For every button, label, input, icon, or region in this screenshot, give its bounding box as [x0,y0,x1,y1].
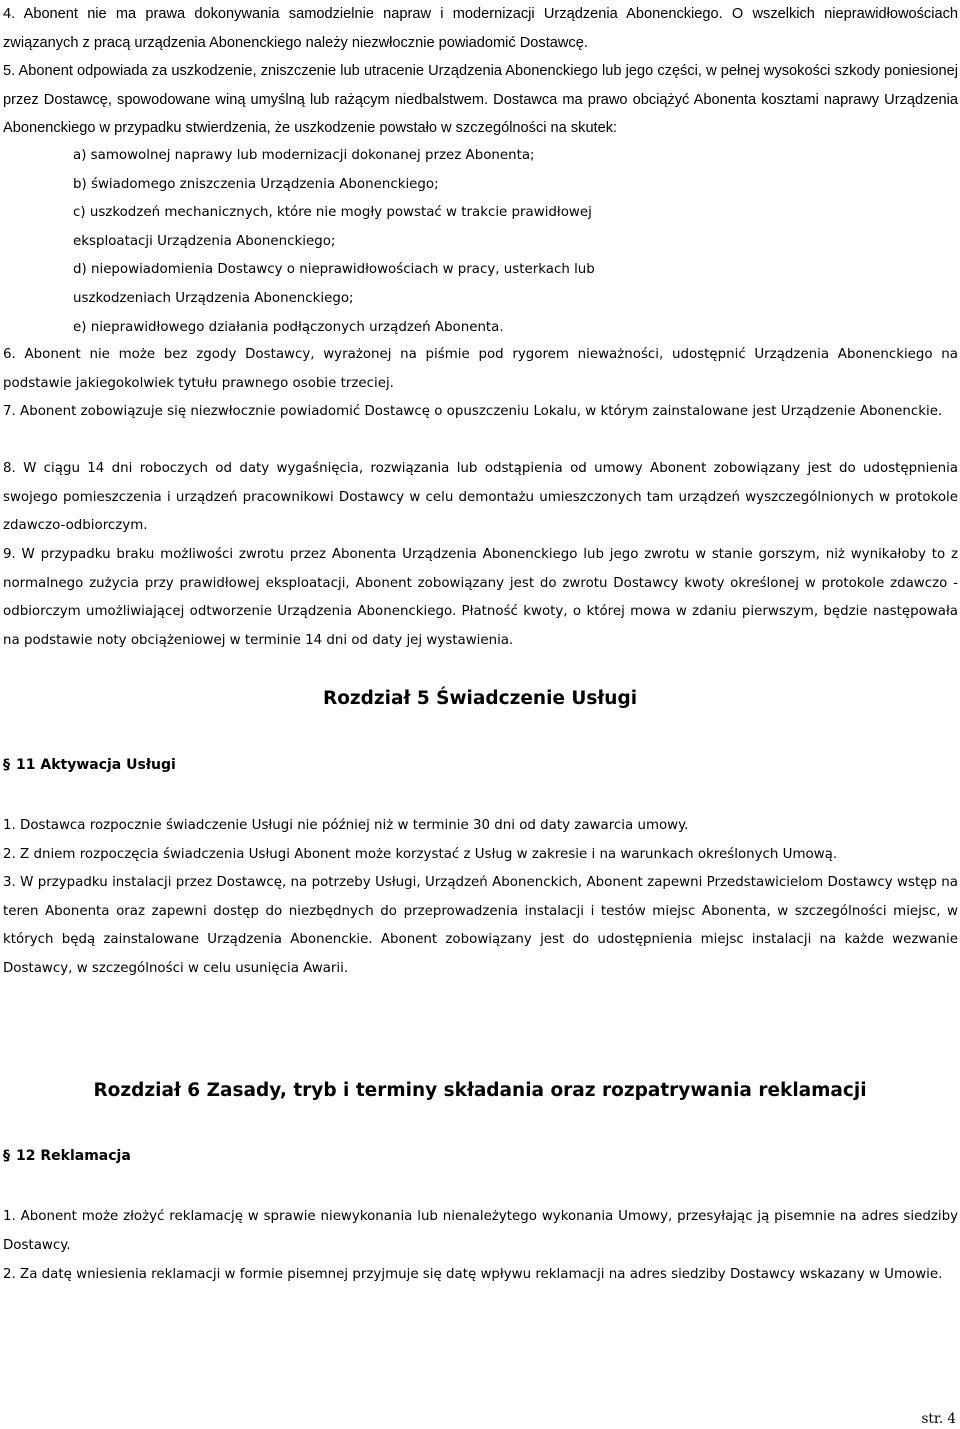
list-item: c) uszkodzeń mechanicznych, które nie mogły powstać w trakcie prawidłowej [73,205,592,221]
list-item: eksploatacji Urządzenia Abonenckiego; [73,233,336,249]
list-item: a) samowolnej naprawy lub modernizacji dokonanej przez Abonenta; [73,148,535,163]
chapter-5-paragraph-2: 2. Z dniem rozpoczęcia świadczenia Usługi Abonent może korzystać z Usług w zakresie i na warunkach określonych Umową. [3,847,838,862]
paragraph-9: 9. W przypadku braku możliwości zwrotu przez Abonenta Urządzenia Abonenckiego lub jego zwrotu w stanie gorszym, niż wynikałoby to z normalnego zużycia przy prawidłowej eksploatacji, Abonent zobowiązany jest do zwrotu Dostawcy kwoty określonej w protokole zdawczo - odbiorczym umożliwiającej odtworzenie Urządzenia Abonenckiego. Płatność kwoty, o której mowa w zdaniu pierwszym, będzie następowała na podstawie noty obciążeniowej w terminie 14 dni od daty jej wystawienia. [3,547,958,648]
section-12-title: 12 Reklamacja [16,1148,131,1164]
paragraph-7: 7. Abonent zobowiązuje się niezwłocznie powiadomić Dostawcę o opuszczeniu Lokalu, w którym zainstalowane jest Urządzenie Abonenckie. [3,404,943,419]
section-12-heading [3,1148,131,1164]
chapter-6-title: Rozdział 6 Zasady, tryb i terminy składania oraz rozpatrywania reklamacji [93,1080,867,1101]
chapter-5-title: Rozdział 5 Świadczenie Usługi [322,688,638,709]
page-number: str. 4 [921,1411,956,1427]
list-item: b) świadomego zniszczenia Urządzenia Abonenckiego; [73,176,439,192]
list-item: d) niepowiadomienia Dostawcy o nieprawidłowościach w pracy, usterkach lub [73,262,595,278]
list-item: e) nieprawidłowego działania podłączonych urządzeń Abonenta. [73,319,504,335]
section-11-heading [3,757,176,773]
list-item: uszkodzeniach Urządzenia Abonenckiego; [73,290,354,306]
chapter-5-paragraph-3: 3. W przypadku instalacji przez Dostawcę, na potrzeby Usługi, Urządzeń Abonenckich, Abonent zapewni Przedstawicielom Dostawcy wstęp na teren Abonenta oraz zapewni dostęp do niezbędnych do przeprowadzenia instalacji i testów miejsc Abonenta, w szczególności miejsc, w których będą zainstalowane Urządzenia Abonenckie. Abonent zobowiązany jest do udostępnienia miejsc instalacji na każde wezwanie Dostawcy, w szczególności w celu usunięcia Awarii. [3,875,958,976]
chapter-5-paragraph-1: 1. Dostawca rozpocznie świadczenie Usługi nie później niż w terminie 30 dni od daty zawarcia umowy. [3,818,689,833]
section-symbol: § [3,757,10,773]
paragraph-6: 6. Abonent nie może bez zgody Dostawcy, wyrażonej na piśmie pod rygorem nieważności, udostępnić Urządzenia Abonenckiego na podstawie jakiegokolwiek tytułu prawnego osobie trzeciej. [3,347,958,391]
paragraph-8: 8. W ciągu 14 dni roboczych od daty wygaśnięcia, rozwiązania lub odstąpienia od umowy Abonent zobowiązany jest do udostępnienia swojego pomieszczenia i urządzeń pracownikowi Dostawcy w celu demontażu umieszczonych tam urządzeń wyszczególnionych w protokole zdawczo-odbiorczym. [3,461,958,534]
paragraph-4: 4. Abonent nie ma prawa dokonywania samodzielnie napraw i modernizacji Urządzenia Abonenckiego. O wszelkich nieprawidłowościach związanych z pracą urządzenia Abonenckiego należy niezwłocznie powiadomić Dostawcę. [3,6,958,51]
chapter-6-paragraph-1: 1. Abonent może złożyć reklamację w sprawie niewykonania lub nienależytego wykonania Umowy, przesyłając ją pisemnie na adres siedziby Dostawcy. [3,1209,958,1253]
chapter-6-paragraph-2: 2. Za datę wniesienia reklamacji w formie pisemnej przyjmuje się datę wpływu reklamacji na adres siedziby Dostawcy wskazany w Umowie. [3,1267,943,1282]
damage-cause-list [73,142,633,342]
section-11-title: 11 Aktywacja Usługi [16,757,176,773]
section-symbol: § [3,1148,10,1164]
paragraph-5: 5. Abonent odpowiada za uszkodzenie, zniszczenie lub utracenie Urządzenia Abonenckiego lub jego części, w pełnej wysokości szkody poniesionej przez Dostawcę, spowodowane winą umyślną lub rażącym niedbalstwem. Dostawca ma prawo obciążyć Abonenta kosztami naprawy Urządzenia Abonenckiego w przypadku stwierdzenia, że uszkodzenie powstało w szczególności na skutek: [3,63,958,137]
